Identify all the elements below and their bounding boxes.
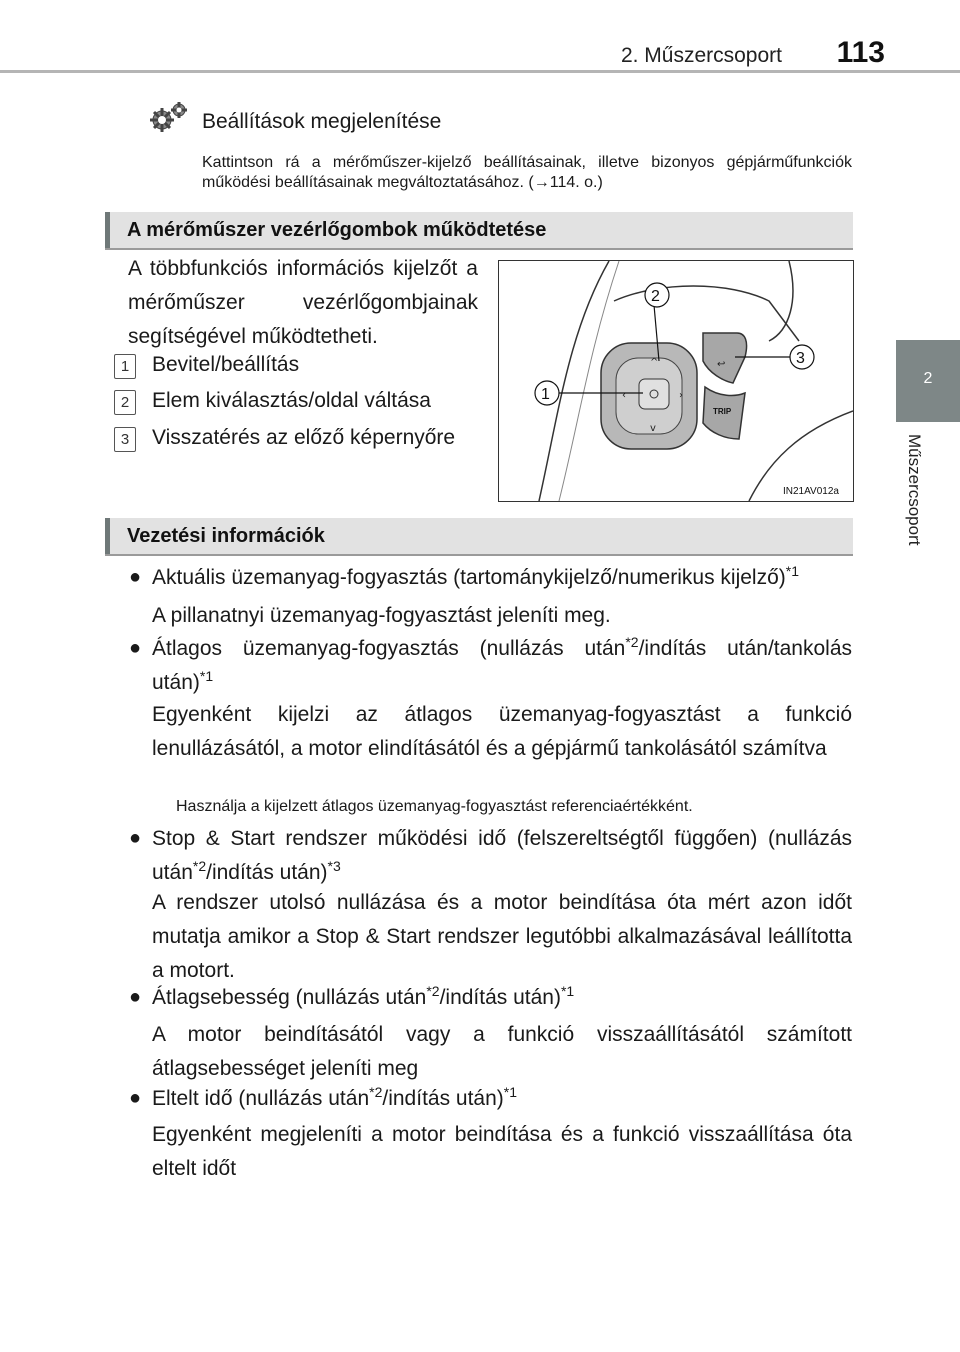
controls-item-2: Elem kiválasztás/oldal váltása [152, 389, 431, 412]
entry-1-title: Aktuális üzemanyag-fogyasztás (tartománykijelző/numerikus kijelző)$^{*1}$ [152, 563, 799, 589]
section-title-controls: A mérőműszer vezérlőgombok működtetése [127, 219, 547, 241]
controls-intro: A többfunkciós információs kijelzőt a mérőműszer vezérlőgombjainak segítségével működtetheti. [128, 257, 478, 348]
callout-number-2: 2 [114, 390, 136, 415]
entry-5-desc: Egyenként megjeleníti a motor beindítása és a funkció visszaállítása óta eltelt időt [152, 1123, 852, 1180]
chapter-tab [896, 340, 960, 422]
bullet-icon: ● [129, 986, 142, 1008]
section-header-driving [105, 518, 853, 556]
entry-2-title: Átlagos üzemanyag-fogyasztás (nullázás után$^{*2}$/indítás után/tankolás után)$^{*1}$ [152, 634, 852, 694]
bullet-icon: ● [129, 566, 142, 588]
entry-5-title: Eltelt idő (nullázás után$^{*2}$/indítás után)$^{*1}$ [152, 1084, 518, 1110]
bullet-icon: ● [129, 1087, 142, 1109]
chapter-label-text: Műszercsoport [905, 434, 924, 546]
figure-callout-3: 3 [796, 350, 805, 367]
svg-text:‹: ‹ [622, 390, 626, 401]
bullet-icon: ● [129, 827, 142, 849]
section-header-controls [105, 212, 853, 250]
svg-text:^: ^ [650, 357, 659, 368]
entry-4-desc: A motor beindításától vagy a funkció visszaállításától számított átlagsebességet jeleníti meg [152, 1023, 852, 1080]
entry-3-desc: A rendszer utolsó nullázása és a motor beindítása óta mért azon időt mutatja amikor a Stop & Start rendszer legutóbbi alkalmazásával leállította a motort. [152, 891, 852, 982]
svg-text:v: v [650, 423, 656, 434]
gear-settings-icon [148, 100, 190, 136]
svg-text:↩: ↩ [717, 359, 726, 370]
settings-title: Beállítások megjelenítése [202, 110, 442, 133]
chapter-label [902, 434, 928, 574]
settings-description: Kattintson rá a mérőműszer-kijelző beállításainak, illetve bizonyos gépjárműfunkciók működési beállításainak megváltoztatásához. (→114. o.) [202, 154, 852, 191]
page-number: 113 [836, 36, 885, 69]
figure-code: IN21AV012a [783, 486, 839, 497]
entry-2-note: Használja a kijelzett átlagos üzemanyag-fogyasztást referenciaértékként. [176, 798, 693, 815]
chapter-number: 2 [923, 370, 933, 387]
entry-4-title: Átlagsebesség (nullázás után$^{*2}$/indítás után)$^{*1}$ [152, 983, 575, 1009]
entry-2-desc: Egyenként kijelzi az átlagos üzemanyag-fogyasztást a funkció lenullázásától, a motor elindításától és a gépjármű tankolásától számítva [152, 703, 852, 760]
figure-callout-2: 2 [651, 288, 660, 305]
callout-number-1: 1 [114, 354, 136, 379]
header-divider [0, 70, 960, 73]
section-title-driving: Vezetési információk [127, 525, 325, 547]
steering-switch-figure [498, 260, 854, 502]
header-section-title: 2. Műszercsoport [620, 44, 782, 67]
controls-item-3: Visszatérés az előző képernyőre [152, 426, 456, 449]
figure-callout-1: 1 [541, 386, 550, 403]
trip-button-label: TRIP [713, 407, 732, 416]
callout-number-3: 3 [114, 427, 136, 452]
entry-1-desc: A pillanatnyi üzemanyag-fogyasztást jeleníti meg. [152, 604, 611, 627]
bullet-icon: ● [129, 637, 142, 659]
svg-text:›: › [679, 390, 683, 401]
entry-3-title: Stop & Start rendszer működési idő (felszereltségtől függően) (nullázás után$^{*2}$/indítás után)$^{*3}$ [152, 827, 852, 884]
controls-item-1: Bevitel/beállítás [152, 353, 300, 376]
